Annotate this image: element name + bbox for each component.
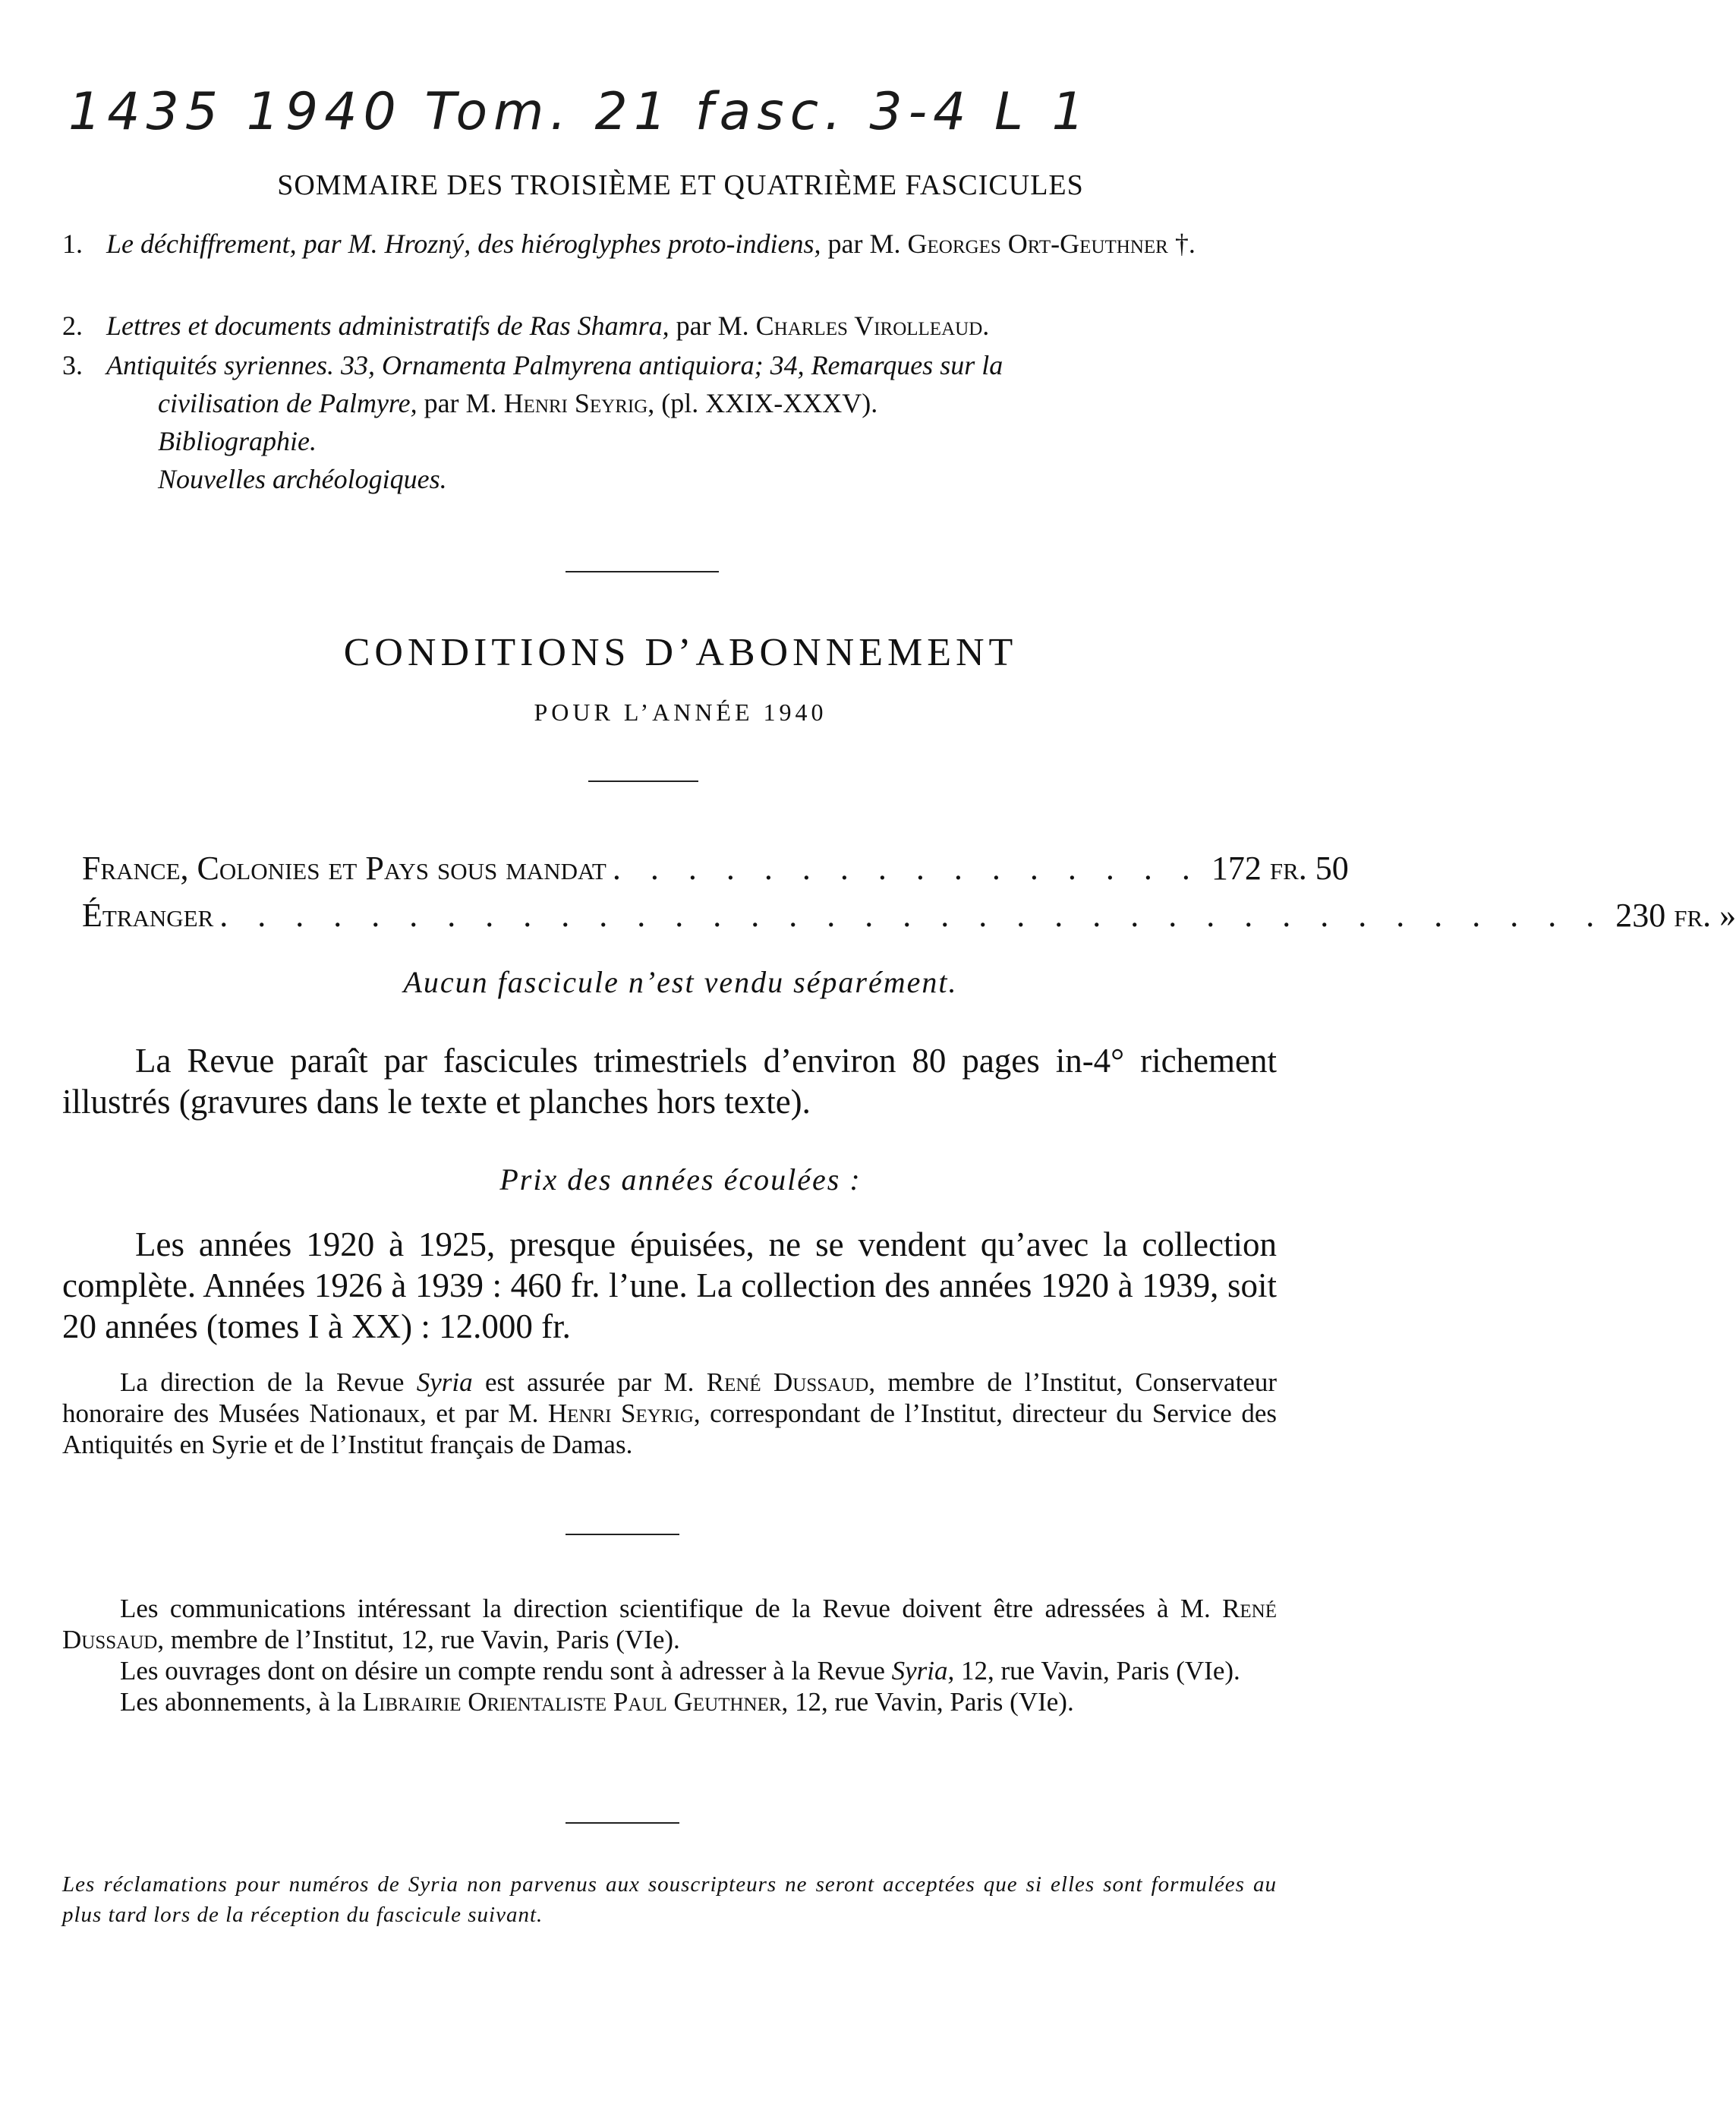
divider-rule [566, 1534, 679, 1535]
price-value: 230 fr. » [1615, 897, 1736, 934]
toc-bibliographie: Bibliographie. [158, 426, 317, 456]
toc-item-2 [62, 307, 1277, 345]
divider-rule [566, 1822, 679, 1824]
divider-rule [588, 780, 698, 782]
communications-text: Les communications intéressant la direction scientifique de la Revue doivent être adressées à M. [120, 1594, 1211, 1623]
direction-text: , membre de l’Institut, Conservateur honoraire des Musées Nationaux, et par M. [62, 1367, 1278, 1428]
toc-item-title: Lettres et documents administratifs de Ras Shamra, [106, 311, 670, 341]
conditions-subtitle: POUR L’ANNÉE 1940 [534, 699, 827, 726]
price-value: 172 fr. 50 [1211, 850, 1349, 887]
director-name: René Dussaud [62, 1594, 1278, 1654]
toc-item-suffix: †. [1174, 229, 1196, 259]
toc-item-by: par M. [424, 388, 497, 418]
toc-item-author: Henri Seyrig [503, 388, 648, 418]
divider-rule [566, 571, 719, 572]
toc-item-author: Georges Ort-Geuthner [907, 229, 1168, 259]
price-row-france [82, 849, 1349, 888]
toc-item-title-cont: civilisation de Palmyre, [158, 388, 417, 418]
handwritten-catalog-note: 1435 1940 Tom. 21 fasc. 3-4 L 1 [68, 82, 1091, 142]
conditions-title: CONDITIONS D’ABONNEMENT [343, 631, 1018, 674]
toc-item-3 [62, 346, 1277, 498]
communications-paragraph-1 [62, 1593, 1277, 1655]
journal-name: Syria, [891, 1656, 955, 1686]
price-dot-leader: . . . . . . . . . . . . . . . . . . . . . . . . . . . . . . . . . . . . . [219, 897, 1605, 934]
toc-item-1 [62, 225, 1277, 263]
toc-item-suffix: , (pl. XXIX-XXXV). [647, 388, 878, 418]
revue-paragraph [62, 1040, 1277, 1122]
price-label: Étranger [82, 897, 214, 934]
toc-item-title: Antiquités syriennes. 33, Ornamenta Palmyrena antiquiora; 34, Remarques sur la [106, 350, 1003, 380]
toc-item-number: 1. [62, 229, 83, 259]
direction-text: La direction de la Revue [120, 1367, 405, 1397]
journal-name: Syria [416, 1367, 473, 1397]
director-name: Henri Seyrig [547, 1399, 694, 1428]
toc-item-by: par M. [827, 229, 901, 259]
toc-nouvelles: Nouvelles archéologiques. [158, 464, 447, 494]
aucun-fascicule-note: Aucun fascicule n’est vendu séparément. [403, 965, 958, 999]
publisher-name: Librairie Orientaliste Paul Geuthner [362, 1687, 782, 1717]
direction-text: est assurée par M. [484, 1367, 695, 1397]
price-label: France, Colonies et Pays sous mandat [82, 850, 606, 887]
communications-text: 12, rue Vavin, Paris (VIe). [961, 1656, 1240, 1686]
toc-item-number: 2. [62, 311, 83, 341]
sommaire-title: SOMMAIRE DES TROISIÈME ET QUATRIÈME FASCICULES [277, 169, 1084, 201]
direction-text: , correspondant de l’Institut, directeur du Service des Antiquités en Syrie et de l’Institut français de Damas. [62, 1399, 1278, 1459]
prix-paragraph-text: Les années 1920 à 1925, presque épuisées, ne se vendent qu’avec la collection complète. Années 1926 à 1939 : 460 fr. l’une. La collection des années 1920 à 1939, soit 20 années (tomes I à XX) : 12.000 fr. [62, 1225, 1277, 1345]
communications-paragraph-3 [62, 1686, 1277, 1717]
price-row-etranger [82, 896, 1736, 935]
communications-text: , membre de l’Institut, 12, rue Vavin, Paris (VIe). [157, 1625, 680, 1654]
toc-item-title: Le déchiffrement, par M. Hrozný, des hiéroglyphes proto-indiens, [106, 229, 821, 259]
communications-text: Les abonnements, à la [120, 1687, 357, 1717]
direction-paragraph [62, 1367, 1277, 1460]
communications-block [62, 1593, 1277, 1717]
revue-paragraph-text: La Revue paraît par fascicules trimestriels d’environ 80 pages in-4° richement illustrés (gravures dans le texte et planches hors texte). [62, 1042, 1277, 1121]
communications-paragraph-2 [62, 1655, 1277, 1686]
price-dot-leader: . . . . . . . . . . . . . . . . [612, 850, 1201, 887]
communications-text: , 12, rue Vavin, Paris (VIe). [781, 1687, 1074, 1717]
toc-item-author: Charles Virolleaud [755, 311, 983, 341]
reclamations-note: Les réclamations pour numéros de Syria non parvenus aux souscripteurs ne seront acceptées que si elles sont formulées au plus tard lors de la réception du fascicule suivant. [62, 1872, 1277, 1927]
prix-paragraph [62, 1224, 1277, 1347]
toc-item-number: 3. [62, 350, 83, 380]
prix-heading: Prix des années écoulées : [499, 1162, 862, 1197]
director-name: René Dussaud [706, 1367, 869, 1397]
communications-text: Les ouvrages dont on désire un compte rendu sont à adresser à la Revue [120, 1656, 885, 1686]
toc-item-suffix: . [982, 311, 990, 341]
toc-item-by: par M. [676, 311, 749, 341]
